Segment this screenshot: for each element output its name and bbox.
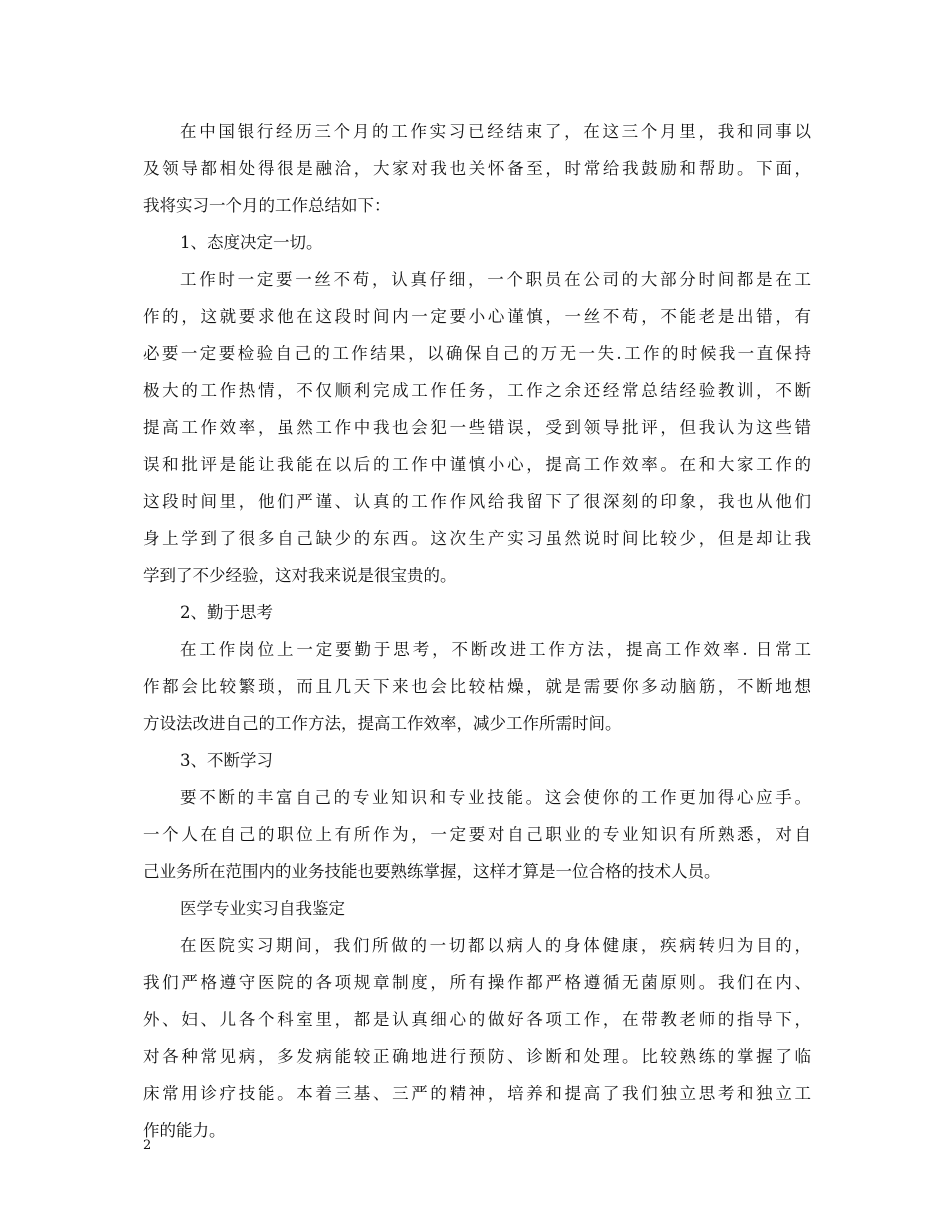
paragraph-line: 作的能力。	[143, 1121, 226, 1140]
document-body	[143, 113, 811, 1149]
paragraph-line: 一个人在自己的职位上有所作为，一定要对自己职业的专业知识有所熟悉，对自	[143, 825, 811, 844]
paragraph-line: 及领导都相处得很是融洽，大家对我也关怀备至，时常给我鼓励和帮助。下面，	[143, 159, 811, 178]
paragraph-line: 对各种常见病，多发病能较正确地进行预防、诊断和处理。比较熟练的掌握了临	[143, 1047, 811, 1066]
paragraph-line: 在工作岗位上一定要勤于思考，不断改进工作方法，提高工作效率. 日常工	[180, 640, 811, 659]
section-heading: 1、态度决定一切。	[180, 233, 323, 252]
paragraph-line: 作都会比较繁琐，而且几天下来也会比较枯燥，就是需要你多动脑筋，不断地想	[143, 677, 811, 696]
paragraph-line: 床常用诊疗技能。本着三基、三严的精神，培养和提高了我们独立思考和独立工	[143, 1084, 811, 1103]
paragraph-line: 我们严格遵守医院的各项规章制度，所有操作都严格遵循无菌原则。我们在内、	[143, 973, 811, 992]
section-heading: 医学专业实习自我鉴定	[180, 899, 345, 918]
section-heading: 3、不断学习	[180, 751, 273, 770]
paragraph-line: 这段时间里，他们严谨、认真的工作作风给我留下了很深刻的印象，我也从他们	[143, 492, 811, 511]
paragraph-line: 要不断的丰富自己的专业知识和专业技能。这会使你的工作更加得心应手。	[180, 788, 811, 807]
paragraph-line: 我将实习一个月的工作总结如下：	[143, 196, 391, 215]
paragraph-line: 误和批评是能让我能在以后的工作中谨慎小心，提高工作效率。在和大家工作的	[143, 455, 811, 474]
paragraph-line: 必要一定要检验自己的工作结果，以确保自己的万无一失.工作的时候我一直保持	[143, 344, 811, 363]
paragraph-line: 在中国银行经历三个月的工作实习已经结束了，在这三个月里，我和同事以	[180, 122, 811, 141]
section-heading: 2、勤于思考	[180, 603, 273, 622]
paragraph-line: 作的，这就要求他在这段时间内一定要小心谨慎，一丝不苟，不能老是出错，有	[143, 307, 811, 326]
paragraph-line: 外、妇、儿各个科室里，都是认真细心的做好各项工作，在带教老师的指导下，	[143, 1010, 811, 1029]
paragraph-line: 己业务所在范围内的业务技能也要熟练掌握，这样才算是一位合格的技术人员。	[143, 862, 721, 881]
paragraph-line: 工作时一定要一丝不苟，认真仔细，一个职员在公司的大部分时间都是在工	[180, 270, 811, 289]
paragraph-line: 极大的工作热情，不仅顺利完成工作任务，工作之余还经常总结经验教训，不断	[143, 381, 811, 400]
paragraph-line: 在医院实习期间，我们所做的一切都以病人的身体健康，疾病转归为目的，	[180, 936, 811, 955]
paragraph-line: 方设法改进自己的工作方法，提高工作效率，减少工作所需时间。	[143, 714, 622, 733]
paragraph-line: 提高工作效率，虽然工作中我也会犯一些错误，受到领导批评，但我认为这些错	[143, 418, 811, 437]
paragraph-line: 身上学到了很多自己缺少的东西。这次生产实习虽然说时间比较少，但是却让我	[143, 529, 811, 548]
paragraph-line: 学到了不少经验，这对我来说是很宝贵的。	[143, 566, 457, 585]
page-number: 2	[143, 1138, 152, 1153]
